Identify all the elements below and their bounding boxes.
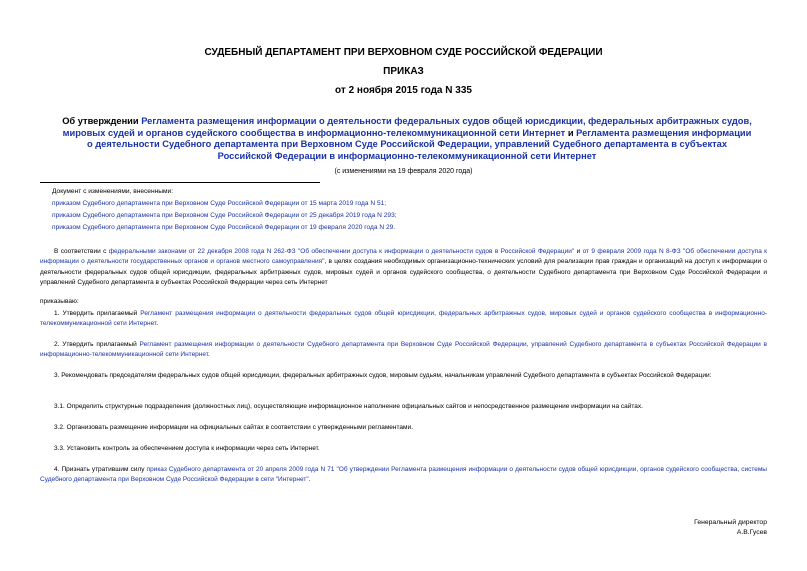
law-link-262fz[interactable]: федеральными законами от 22 декабря 2008 года N 262-ФЗ "Об обеспечении доступа к информации о деятельности судов в Российской Федерации" (108, 248, 575, 255)
title-middle: и (565, 127, 577, 138)
p4-end: . (308, 476, 311, 484)
paragraph-4 (40, 465, 767, 486)
intro-text-1: В соответствии с (54, 248, 109, 255)
paragraph-3-2: 3.2. Организовать размещение информации на официальных сайтах в соответствии с утвержденными регламентами. (54, 424, 413, 431)
divider (40, 182, 320, 183)
paragraph-1 (40, 309, 767, 330)
intro-paragraph (40, 247, 767, 289)
p2-regulation-link[interactable]: Регламент размещения информации о деятельности Судебного департамента при Верховном Суде Российской Федерации, управлений Судебного департамента в субъектах Российской Федерации в информационно-телекоммуникационной сети Интернет (40, 341, 768, 359)
p2-end: . (208, 351, 210, 359)
law-link-8fz[interactable]: от 9 февраля 2009 года N 8-ФЗ "Об обеспечении доступа к информации о деятельности государственных органов и органов местного самоуправления" (40, 248, 768, 266)
document-date: от 2 ноября 2015 года N 335 (335, 85, 472, 96)
signer-position: Генеральный директор (694, 519, 767, 526)
p1-regulation-link[interactable]: Регламент размещения информации о деятельности федеральных судов общей юрисдикции, федеральных арбитражных судов, мировых судей и органов судейского сообщества в информационно-телекоммуникационной сети Интернет (40, 310, 767, 328)
prikazyvayu-label: приказываю: (40, 298, 79, 305)
intro-text-3: , в целях создания необходимых организационно-технических условий для реализации прав граждан и организаций на доступ к информации о деятельности федеральных судов общей юрисдикции, федеральных арбитражных судов, мировых судей и органов судейского сообщества, о деятельности Судебного департамента при Верховном Суде Российской Федерации и управлений Судебного департамента в субъектах Российской Федерации через сеть Интернет (40, 258, 767, 287)
document-type: ПРИКАЗ (383, 66, 424, 77)
title-link-regulation-department[interactable]: Регламента размещения информации о деятельности Судебного департамента при Верховном Суде Российской Федерации, управлений Судебного департамента в субъектах Российской Федерации в информационно-телекоммуникационной сети Интернет (87, 127, 752, 161)
p2-text: 2. Утвердить прилагаемый (54, 341, 140, 348)
amendment-link-3[interactable]: приказом Судебного департамента при Верховном Суде Российской Федерации от 19 февраля 2020 года N 29. (52, 224, 396, 231)
paragraph-3-3: 3.3. Установить контроль за обеспечением доступа к информации через сеть Интернет. (54, 445, 320, 452)
title-link-regulation-courts[interactable]: Регламента размещения информации о деятельности федеральных судов общей юрисдикции, федеральных арбитражных судов, мировых судей и органов судейского сообщества в информационно-телекоммуникационной сети Интернет (62, 116, 752, 138)
amendments-block (52, 186, 397, 234)
p4-order-link[interactable]: приказ Судебного департамента от 20 апреля 2009 года N 71 "Об утверждении Регламента размещения информации о деятельности судов общей юрисдикции, органов судейского сообщества, системы Судебного департамента при Верховном Суде Российской Федерации в сети "Интернет" (40, 466, 767, 484)
paragraph-2 (40, 340, 767, 361)
amendments-heading: Документ с изменениями, внесенными: (52, 188, 174, 195)
signature-block (694, 518, 767, 538)
p1-end: . (156, 320, 159, 328)
p4-text: 4. Признать утратившим силу (54, 466, 147, 473)
intro-text-2: и (574, 248, 583, 255)
title-prefix: Об утверждении (62, 116, 142, 126)
paragraph-3: 3. Рекомендовать председателям федеральных судов общей юрисдикции, федеральных арбитражных судов, мировым судьям, начальникам управлений Судебного департамента в субъектах Российской Федерации: (54, 372, 712, 379)
document-title (62, 116, 752, 162)
p1-text: 1. Утвердить прилагаемый (54, 310, 141, 317)
signer-name: А.В.Гусев (736, 529, 767, 536)
amendment-link-1[interactable]: приказом Судебного департамента при Верховном Суде Российской Федерации от 15 марта 2019 года N 51; (52, 200, 387, 207)
amendment-link-2[interactable]: приказом Судебного департамента при Верховном Суде Российской Федерации от 25 декабря 2019 года N 293; (52, 212, 397, 219)
paragraph-3-1: 3.1. Определить структурные подразделения (должностных лиц), осуществляющие информационное наполнение официальных сайтов и непосредственное размещение информации на сайтах. (54, 403, 643, 410)
changes-note: (с изменениями на 19 февраля 2020 года) (334, 168, 473, 175)
issuing-organization: СУДЕБНЫЙ ДЕПАРТАМЕНТ ПРИ ВЕРХОВНОМ СУДЕ РОССИЙСКОЙ ФЕДЕРАЦИИ (204, 47, 603, 58)
